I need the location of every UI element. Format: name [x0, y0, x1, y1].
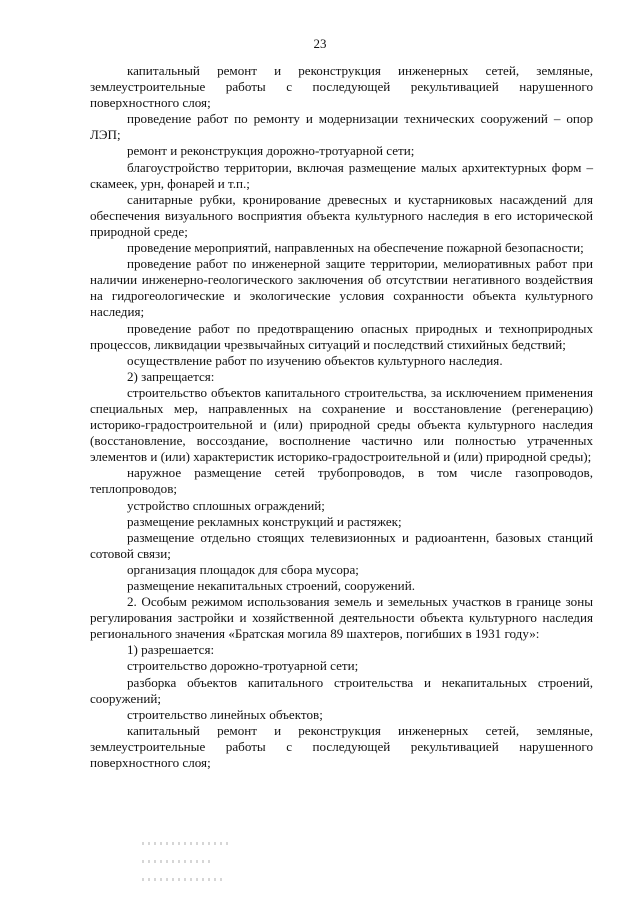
paragraph: проведение работ по предотвращению опасных природных и техноприродных процессов, ликвидации чрезвычайных ситуаций и последствий стихийных бедствий; — [90, 320, 593, 352]
paragraph: ремонт и реконструкция дорожно-тротуарной сети; — [127, 143, 415, 159]
scan-artifact — [142, 842, 232, 845]
paragraph: строительство дорожно-тротуарной сети; — [127, 658, 359, 674]
scan-artifact — [142, 860, 212, 863]
paragraph: строительство объектов капитального строительства, за исключением применения специальных мер, направленных на сохранение и восстановление (регенерацию) историко-градостроительной и (или) природной среды объекта культурного наследия (восстановление, воссоздание, восполнение частично или полностью утраченных элементов и (или) характеристик историко-градостроительной и (или) природной среды); — [90, 384, 593, 465]
paragraph: капитальный ремонт и реконструкция инженерных сетей, земляные, землеустроительные работы с последующей рекультивацией нарушенного поверхностного слоя; — [90, 63, 593, 111]
paragraph: 1) разрешается: — [127, 642, 215, 658]
paragraph: размещение рекламных конструкций и растяжек; — [127, 513, 402, 529]
scan-artifact — [142, 878, 222, 881]
paragraph: проведение мероприятий, направленных на обеспечение пожарной безопасности; — [127, 240, 584, 256]
body-text — [90, 63, 593, 771]
paragraph: размещение некапитальных строений, сооружений. — [127, 578, 415, 593]
page-number: 23 — [313, 36, 327, 51]
paragraph: 2. Особым режимом использования земель и земельных участков в границе зоны регулирования застройки и хозяйственной деятельности объекта культурного наследия регионального значения «Братская могила 89 шахтеров, погибших в 1931 году»: — [90, 594, 593, 642]
paragraph: 2) запрещается: — [127, 368, 215, 384]
paragraph: строительство линейных объектов; — [127, 706, 323, 722]
paragraph: размещение отдельно стоящих телевизионных и радиоантенн, базовых станций сотовой связи; — [90, 529, 593, 561]
paragraph: осуществление работ по изучению объектов культурного наследия. — [127, 352, 503, 368]
paragraph: проведение работ по инженерной защите территории, мелиоративных работ при наличии инженерно-геологического заключения об отсутствии негативного воздействия на гидрогеологические и экологические условия сохранности объекта культурного наследия; — [90, 256, 593, 320]
paragraph: наружное размещение сетей трубопроводов, в том числе газопроводов, теплопроводов; — [90, 465, 593, 497]
paragraph: капитальный ремонт и реконструкция инженерных сетей, земляные, землеустроительные работы с последующей рекультивацией нарушенного поверхностного слоя; — [90, 722, 593, 771]
paragraph: благоустройство территории, включая размещение малых архитектурных форм – скамеек, урн, фонарей и т.п.; — [90, 159, 593, 191]
paragraph: разборка объектов капитального строительства и некапитальных строений, сооружений; — [90, 674, 593, 706]
paragraph: устройство сплошных ограждений; — [127, 497, 325, 513]
paragraph: организация площадок для сбора мусора; — [127, 561, 359, 577]
paragraph: санитарные рубки, кронирование древесных и кустарниковых насаждений для обеспечения визуального восприятия объекта культурного наследия в его исторической природной среде; — [90, 191, 593, 239]
paragraph: проведение работ по ремонту и модернизации технических сооружений – опор ЛЭП; — [90, 111, 593, 143]
